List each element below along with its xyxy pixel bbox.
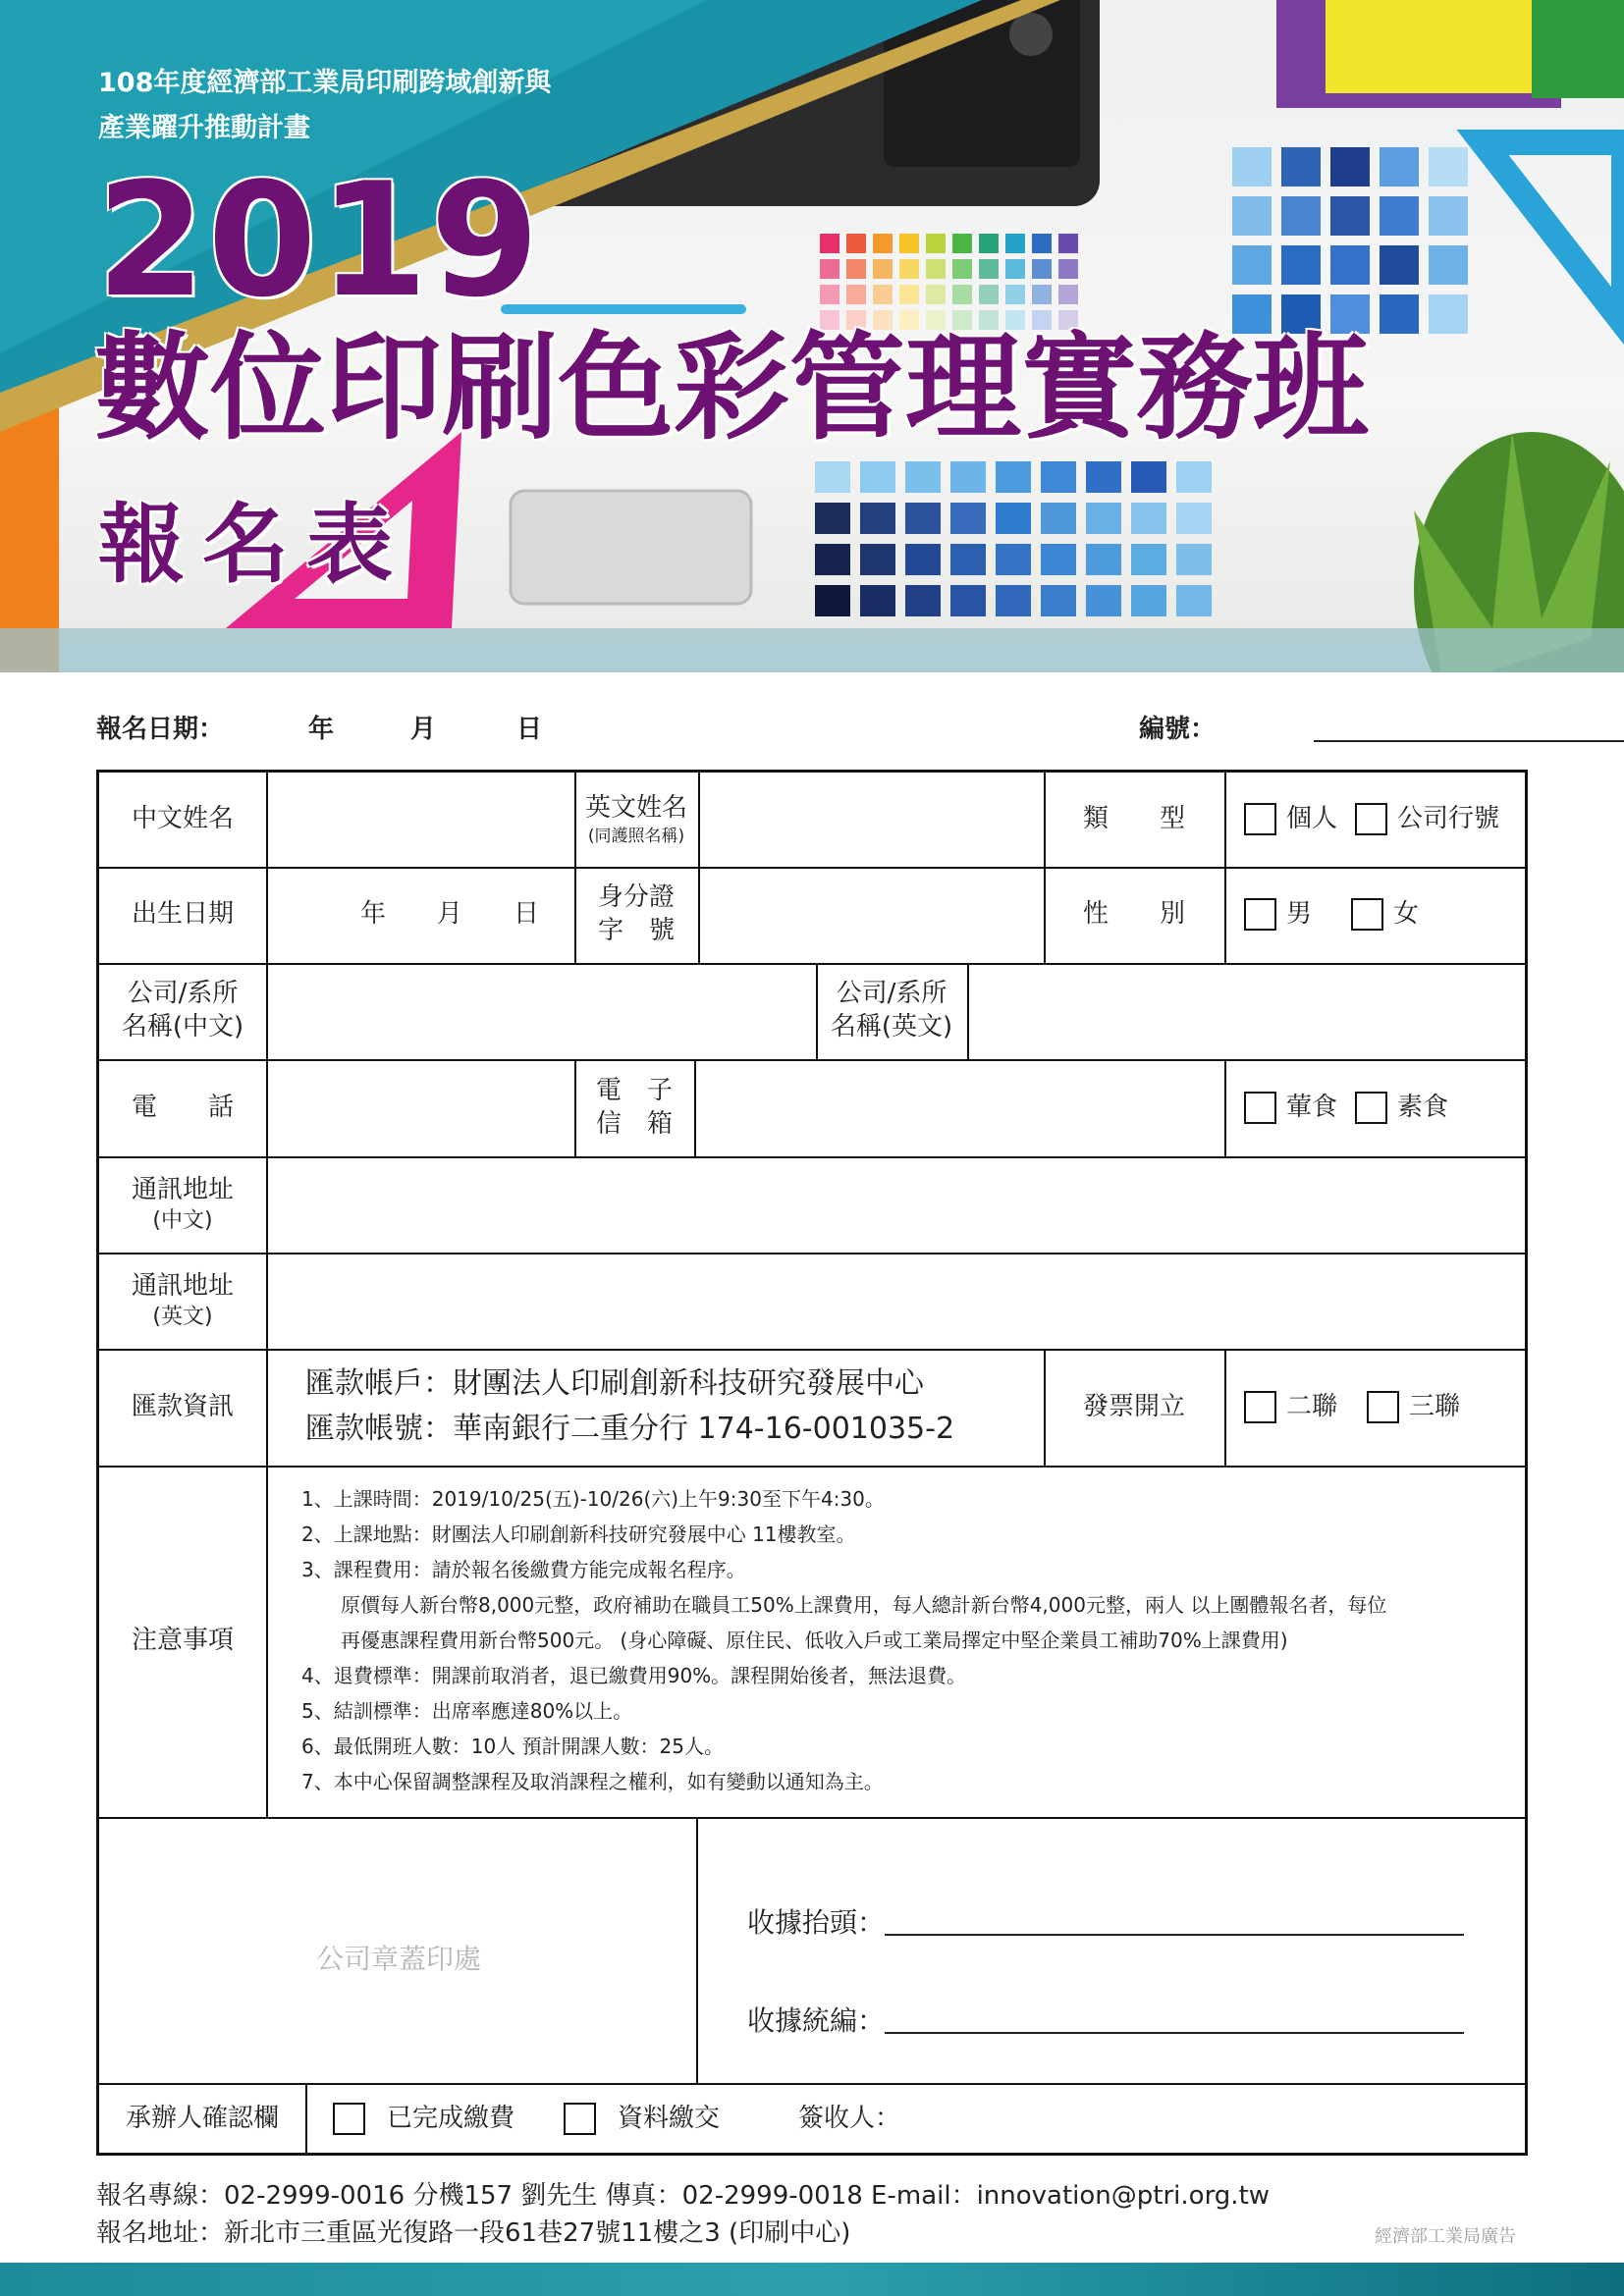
id-label-line-1: 身分證: [597, 882, 675, 913]
remittance-account: 匯款帳戶：財團法人印刷創新科技研究發展中心: [305, 1366, 924, 1401]
company-stamp-area[interactable]: [99, 1825, 698, 2090]
registration-date-label: 報名日期：: [96, 715, 225, 744]
receipt-tax-id-field[interactable]: [885, 2032, 1464, 2034]
checkbox[interactable]: [1244, 898, 1276, 931]
serial-number-field[interactable]: [1314, 740, 1624, 742]
contact-line: 報名專線：02-2999-0016 分機157 劉先生 傳真：02-2999-0018 E-mail：innovation@ptri.org.tw: [96, 2181, 1271, 2211]
gender-options: [1224, 867, 1525, 963]
swatch-grid-blue-bottom: [815, 461, 1212, 616]
address-zh-line-1: 通訊地址: [131, 1174, 234, 1204]
meal-meat-option[interactable]: [1244, 1092, 1337, 1125]
gender-male-option[interactable]: [1244, 898, 1312, 932]
invoice-triplicate-label: 三聯: [1409, 1391, 1461, 1421]
email-label-line-2: 信 箱: [595, 1108, 673, 1139]
birth-year-label: 年: [359, 899, 386, 930]
email-label-line-1: 電 子: [595, 1075, 673, 1105]
id-number-field[interactable]: [698, 867, 1044, 963]
company-zh-field[interactable]: [266, 963, 816, 1059]
meal-vegetarian-label: 素食: [1397, 1092, 1449, 1122]
swatch-grid-warm: [820, 234, 1078, 330]
chinese-name-label: 中文姓名: [131, 804, 234, 834]
address-zh-label: [99, 1156, 266, 1253]
company-en-line-1: 公司/系所: [836, 979, 947, 1009]
bottom-decor-bar: [0, 2263, 1624, 2296]
english-name-label: [574, 773, 698, 867]
meal-meat-label: 葷食: [1286, 1092, 1338, 1122]
registration-date-line: [96, 709, 1530, 748]
serial-number-label: 編號：: [1139, 715, 1217, 744]
notes-label: 注意事項: [131, 1626, 234, 1656]
english-name-text: 英文姓名: [584, 793, 687, 824]
checkbox[interactable]: [1367, 1391, 1399, 1423]
company-zh-line-1: 公司/系所: [127, 979, 239, 1009]
email-label: [574, 1059, 694, 1156]
gender-label: 性 別: [1082, 899, 1185, 930]
meal-vegetarian-option[interactable]: [1355, 1092, 1448, 1125]
type-company-option[interactable]: [1355, 803, 1499, 836]
birth-date-field[interactable]: [266, 867, 574, 963]
address-zh-field[interactable]: [266, 1156, 1525, 1253]
remittance-label: 匯款資訊: [131, 1391, 234, 1421]
chinese-name-field[interactable]: [266, 773, 574, 867]
program-line-1: 108年度經濟部工業局印刷跨域創新與: [98, 68, 552, 98]
company-stamp-label: 公司章蓋印處: [315, 1943, 481, 1975]
checkbox[interactable]: [1244, 1391, 1276, 1423]
note-item: 再優惠課程費用新台幣500元。 (身心障礙、原住民、低收入戶或工業局擇定中堅企業員工補助70%上課費用): [301, 1629, 1288, 1652]
gender-female-option[interactable]: [1351, 898, 1419, 932]
birth-day-label: 日: [513, 899, 539, 930]
invoice-duplicate-option[interactable]: [1244, 1391, 1337, 1424]
id-label-line-2: 字 號: [597, 916, 675, 945]
ad-note: 經濟部工業局廣告: [1375, 2226, 1516, 2247]
remittance-info: [305, 1362, 954, 1452]
checkbox[interactable]: [1244, 1092, 1276, 1124]
note-item: 2、上課地點：財團法人印刷創新科技研究發展中心 11樓教室。: [301, 1522, 856, 1546]
address-en-line-1: 通訊地址: [131, 1270, 234, 1301]
confirm-paid-option[interactable]: [333, 2103, 514, 2136]
form-subtitle: 報名表: [98, 494, 411, 595]
type-individual-label: 個人: [1286, 804, 1338, 834]
receipt-title-field[interactable]: [885, 1934, 1464, 1936]
checkbox[interactable]: [1355, 803, 1387, 835]
receipt-tax-id-label: 收據統編：: [747, 2004, 886, 2037]
program-name: [98, 61, 551, 151]
row-divider: [99, 1817, 1525, 1819]
company-en-label: [816, 963, 967, 1059]
handler-confirm-label: 承辦人確認欄: [125, 2104, 279, 2134]
note-item: 3、課程費用：請於報名後繳費方能完成報名程序。: [301, 1558, 746, 1581]
note-item: 7、本中心保留調整課程及取消課程之權利，如有變動以通知為主。: [301, 1770, 884, 1793]
address-en-label: [99, 1253, 266, 1349]
type-options: [1224, 773, 1525, 867]
birth-date-label: 出生日期: [131, 899, 234, 930]
checkbox[interactable]: [333, 2103, 365, 2135]
note-item: 5、結訓標準：出席率應達80%以上。: [301, 1699, 633, 1723]
handler-confirm-options: [305, 2083, 1525, 2156]
invoice-triplicate-option[interactable]: [1367, 1391, 1460, 1424]
checkbox[interactable]: [1351, 898, 1383, 931]
course-year: 2019: [96, 148, 542, 332]
invoice-label: 發票開立: [1082, 1391, 1185, 1421]
company-zh-line-2: 名稱(中文): [121, 1012, 244, 1041]
header-banner: [0, 0, 1624, 672]
birth-month-label: 月: [436, 899, 462, 930]
course-title: 數位印刷色彩管理實務班: [94, 320, 1370, 455]
registration-form-table: [96, 770, 1528, 2156]
checkbox[interactable]: [564, 2103, 596, 2135]
date-month-label[interactable]: 月: [410, 715, 437, 744]
date-year-label[interactable]: 年: [308, 715, 335, 744]
phone-field[interactable]: [266, 1059, 574, 1156]
company-en-field[interactable]: [967, 963, 1525, 1059]
address-line: 報名地址：新北市三重區光復路一段61巷27號11樓之3 (印刷中心): [96, 2218, 851, 2248]
email-field[interactable]: [694, 1059, 1224, 1156]
note-item: 4、退費標準：開課前取消者，退已繳費用90%。課程開始後者，無法退費。: [301, 1664, 967, 1687]
confirm-docs-label: 資料繳交: [618, 2104, 721, 2134]
invoice-options: [1224, 1349, 1525, 1466]
gender-male-label: 男: [1286, 899, 1313, 930]
type-individual-option[interactable]: [1244, 803, 1337, 836]
confirm-paid-label: 已完成繳費: [387, 2104, 515, 2134]
program-line-2: 產業躍升推動計畫: [98, 113, 310, 143]
note-item: 6、最低開班人數：10人 預計開課人數：25人。: [301, 1735, 724, 1758]
gender-female-label: 女: [1393, 899, 1420, 930]
type-label: 類 型: [1082, 804, 1185, 834]
address-en-line-2: (英文): [152, 1304, 213, 1329]
address-zh-line-2: (中文): [152, 1207, 213, 1233]
note-item: 1、上課時間：2019/10/25(五)-10/26(六)上午9:30至下午4:30。: [301, 1487, 885, 1511]
remittance-number: 匯款帳號：華南銀行二重分行 174-16-001035-2: [305, 1412, 955, 1446]
swatch-grid-blue-right: [1232, 147, 1468, 334]
confirm-docs-option[interactable]: [564, 2103, 720, 2136]
id-number-label: [574, 867, 698, 963]
note-item: 原價每人新台幣8,000元整，政府補助在職員工50%上課費用，每人總計新台幣4,000元整，兩人 以上團體報名者，每位: [301, 1593, 1387, 1617]
receipt-title-label: 收據抬頭：: [747, 1906, 886, 1939]
type-company-label: 公司行號: [1397, 804, 1500, 834]
notes-list: [301, 1481, 1509, 1799]
company-en-line-2: 名稱(英文): [830, 1012, 953, 1041]
company-zh-label: [99, 963, 266, 1059]
signer-label: 簽收人：: [798, 2104, 901, 2134]
date-day-label[interactable]: 日: [516, 715, 543, 744]
meal-options: [1224, 1059, 1525, 1156]
checkbox[interactable]: [1355, 1092, 1387, 1124]
phone-label: 電 話: [131, 1092, 234, 1122]
invoice-duplicate-label: 二聯: [1286, 1391, 1338, 1421]
english-name-note: (同護照名稱): [587, 826, 685, 846]
english-name-field[interactable]: [698, 773, 1044, 867]
checkbox[interactable]: [1244, 803, 1276, 835]
address-en-field[interactable]: [266, 1253, 1525, 1349]
row-divider: [99, 1466, 1525, 1468]
